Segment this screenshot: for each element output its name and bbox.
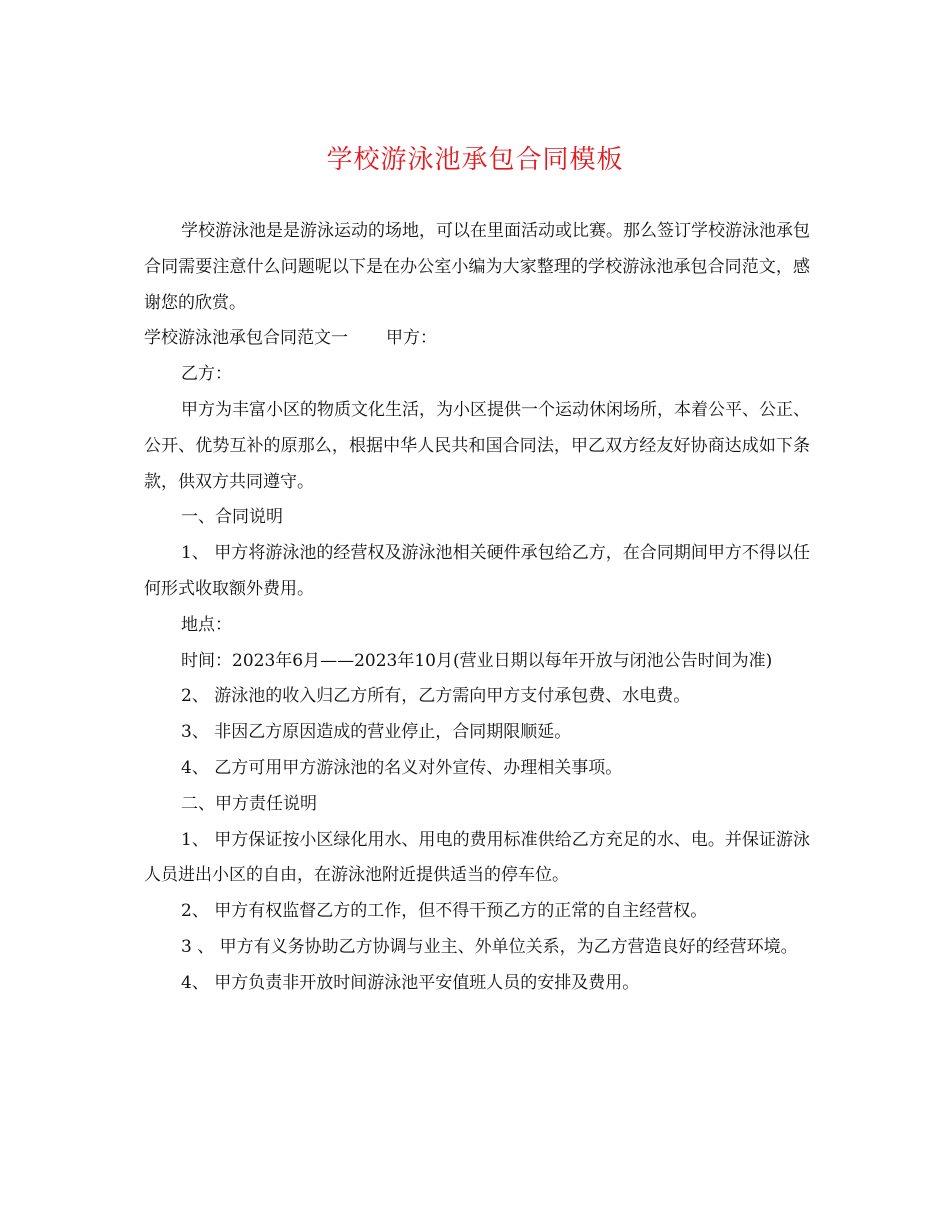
section-1-item-1: 1、 甲方将游泳池的经营权及游泳池相关硬件承包给乙方，在合同期间甲方不得以任何形式收取额外费用。 (144, 543, 810, 599)
sample-heading: 学校游泳池承包合同范文一 (144, 328, 348, 349)
intro-paragraph: 学校游泳池是是游泳运动的场地，可以在里面活动或比赛。那么签订学校游泳池承包合同需要注意什么问题呢以下是在办公室小编为大家整理的学校游泳池承包合同范文，感谢您的欣赏。 (144, 221, 810, 313)
party-a-label: 甲方： (386, 328, 437, 349)
preamble-paragraph: 甲方为丰富小区的物质文化生活，为小区提供一个运动休闲场所，本着公平、公正、公开、优势互补的原那么，根据中华人民共和国合同法，甲乙双方经友好协商达成如下条款，供双方共同遵守。 (144, 399, 810, 492)
time-line: 时间：2023年6月——2023年10月(营业日期以每年开放与闭池公告时间为准) (181, 650, 773, 671)
sample-heading-line (144, 321, 810, 357)
document-title: 学校游泳池承包合同模板 (326, 145, 624, 175)
section-1-item-3: 3、 非因乙方原因造成的营业停止，合同期限顺延。 (181, 722, 572, 743)
section-2-item-3: 3 、 甲方有义务协助乙方协调与业主、外单位关系，为乙方营造良好的经营环境。 (181, 936, 798, 957)
section-2-item-2: 2、 甲方有权监督乙方的工作，但不得干预乙方的正常的自主经营权。 (181, 901, 708, 922)
location-line: 地点： (181, 614, 232, 635)
section-1-item-4: 4、 乙方可用甲方游泳池的名义对外宣传、办理相关事项。 (181, 757, 623, 778)
party-b-label: 乙方： (181, 364, 232, 385)
section-2-item-4: 4、 甲方负责非开放时间游泳池平安值班人员的安排及费用。 (181, 972, 640, 993)
section-2-heading: 二、甲方责任说明 (181, 793, 317, 814)
document-body (144, 214, 810, 1002)
section-1-heading: 一、合同说明 (181, 507, 283, 528)
section-2-item-1: 1、 甲方保证按小区绿化用水、用电的费用标准供给乙方充足的水、电。并保证游泳人员进出小区的自由，在游泳池附近提供适当的停车位。 (144, 829, 810, 886)
section-1-item-2: 2、 游泳池的收入归乙方所有，乙方需向甲方支付承包费、水电费。 (181, 686, 691, 707)
